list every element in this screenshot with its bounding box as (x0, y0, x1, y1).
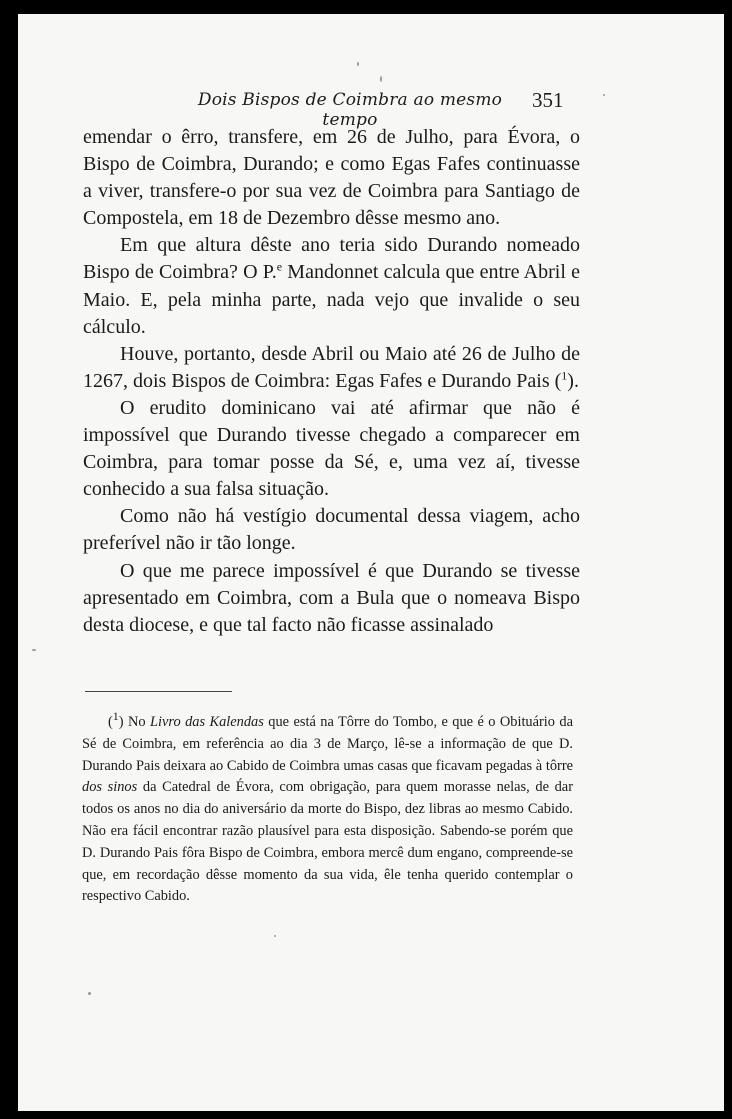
footnote-no: No (123, 714, 151, 730)
footnote-marker-number: 1 (112, 709, 119, 724)
paragraph-5: Como não há vestígio documental dessa viagem, acho preferível não ir tão longe. (83, 505, 580, 555)
footnote-ref-open: ( (549, 369, 562, 392)
paragraph-4: O erudito dominicano vai até afirmar que não é impossível que Durando tivesse chegado a comparecer em Coimbra, para tomar posse da Sé, e, uma vez aí, tivesse conhecido a sua falsa situação. (83, 396, 580, 501)
footnote-tower-name: dos sinos (82, 779, 138, 796)
footnote-text-a: que está na Tôrre do Tombo, e que é o Obituário da Sé de Coimbra, em referência ao dia 3 de Março, lê-se a informação de que D. Durando Pais deixara ao Cabido de Coimbra umas casas que ficavam pegadas à tôrre (82, 714, 573, 774)
body-text (83, 124, 580, 639)
footnote-rule (85, 691, 232, 692)
paragraph-6: O que me parece impossível é que Durando se tivesse apresentado em Coimbra, com a Bula que o nomeava Bispo desta diocese, e que tal facto não ficasse assinalado (83, 559, 580, 636)
footnote-ref-close: ). (567, 369, 579, 392)
footnote-marker-open: ( (108, 714, 113, 730)
scan-speck (380, 76, 382, 82)
page-number: 351 (532, 88, 564, 112)
scan-speck (88, 992, 91, 995)
scan-speck (32, 649, 36, 651)
footnote-ref-number: 1 (561, 368, 568, 383)
scan-speck (603, 94, 605, 96)
paragraph-2 (83, 232, 580, 340)
book-page (18, 14, 724, 1111)
paragraph-2-text: Em que altura dêste ano teria sido Durando nomeado Bispo de Coimbra? O P. (83, 234, 580, 284)
paragraph-2-rest: Mandonnet calcula que entre Abril e Maio. E, pela minha parte, nada vejo que invalide o seu cálculo. (83, 261, 580, 338)
scan-speck (274, 935, 276, 937)
footnote (82, 709, 573, 908)
paragraph-1: emendar o êrro, transfere, em 26 de Julho, para Évora, o Bispo de Coimbra, Durando; e como Egas Fafes continuasse a viver, transfere-o por sua vez de Coimbra para Santiago de Compostela, em 18 de Dezembro dêsse mesmo ano. (83, 126, 580, 230)
running-head (18, 76, 724, 130)
running-title: Dois Bispos de Coimbra ao mesmo tempo (197, 90, 503, 130)
footnote-text-b: da Catedral de Évora, com obrigação, para quem morasse nelas, de dar todos os anos no dia do aniversário da morte do Bispo, dez libras ao mesmo Cabido. Não era fácil encontrar razão plausível para esta disposição. Sabendo-se porém que D. Durando Pais fôra Bispo de Coimbra, embora mercê dum engano, compreende-se que, em recordação dêsse momento da sua vida, êle tenha querido contemplar o respectivo Cabido. (82, 779, 573, 905)
scan-speck (357, 62, 359, 66)
abbreviation-superscript: e (276, 259, 283, 274)
paragraph-3 (83, 341, 580, 395)
paragraph-3-text: Houve, portanto, desde Abril ou Maio até 26 de Julho de 1267, dois Bispos de Coimbra: Egas Fafes e Durando Pais (83, 342, 580, 392)
footnote-source-title: Livro das Kalendas (150, 714, 264, 730)
footnote-marker-close: ) (118, 714, 124, 730)
